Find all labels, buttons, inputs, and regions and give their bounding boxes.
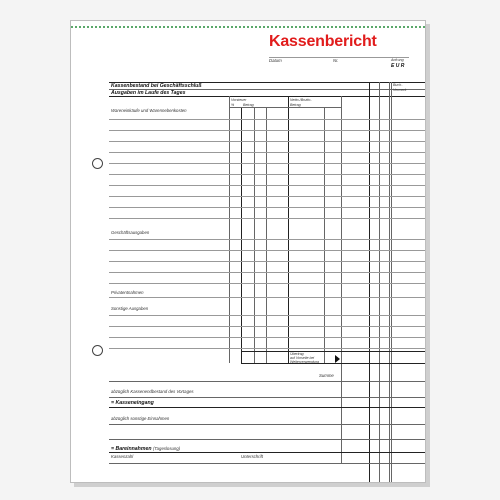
kassenzahl-label: Kassenzahl	[111, 454, 134, 459]
row-wareneinkauf: Wareneinkäufe und Warennebenkosten	[111, 108, 187, 113]
row-sonstige-ausgaben: Sonstige Ausgaben	[111, 306, 149, 311]
anlrung-value: E U R	[391, 63, 405, 69]
row-geschaeftsausgaben: Geschäftsausgaben	[111, 230, 150, 235]
col-buch-vermerk: Buch- Vermerk	[393, 83, 407, 92]
col-netto-betrag: Betrag	[290, 103, 301, 107]
arrow-right-icon	[335, 355, 340, 363]
row-abzueglich-kassenendbestand: abzüglich Kassenendbestand des Vortages	[111, 389, 194, 394]
punch-hole-bottom	[92, 345, 103, 356]
row-summe: Summe	[319, 373, 334, 378]
col-vorsteuer: Vorsteuer	[231, 98, 247, 102]
form-title: Kassenbericht	[269, 33, 377, 50]
row-bareinnahmen: = Bareinnahmen	[111, 446, 152, 452]
row-abzueglich-sonstige: abzüglich sonstige Einnahmen	[111, 416, 170, 421]
row-bareinnahmen-note: (Tageslosung)	[153, 446, 181, 451]
unterschrift-label: Unterschrift	[241, 454, 263, 459]
perforation-line	[71, 26, 425, 28]
row-ausgaben: Ausgaben im Laufe des Tages	[111, 90, 186, 96]
col-netto-brutto: Netto-/Brutto-	[290, 98, 312, 102]
punch-hole-top	[92, 158, 103, 169]
form-sheet	[70, 20, 426, 483]
col-betrag: Betrag	[243, 103, 254, 107]
nr-label: Nr.	[333, 58, 339, 63]
col-pct: %	[231, 103, 235, 107]
row-privatentnahmen: Privatentnahmen	[111, 290, 144, 295]
uebertrag-note: Übertrag auf Vorseite bei	[290, 352, 315, 361]
datum-label: Datum	[269, 58, 282, 63]
anlrung-label: Anfrung	[391, 58, 404, 62]
row-kassenbestand: Kassenbestand bei Geschäftsschluß	[111, 83, 202, 89]
row-kasseneingang: = Kasseneingang	[111, 400, 154, 406]
